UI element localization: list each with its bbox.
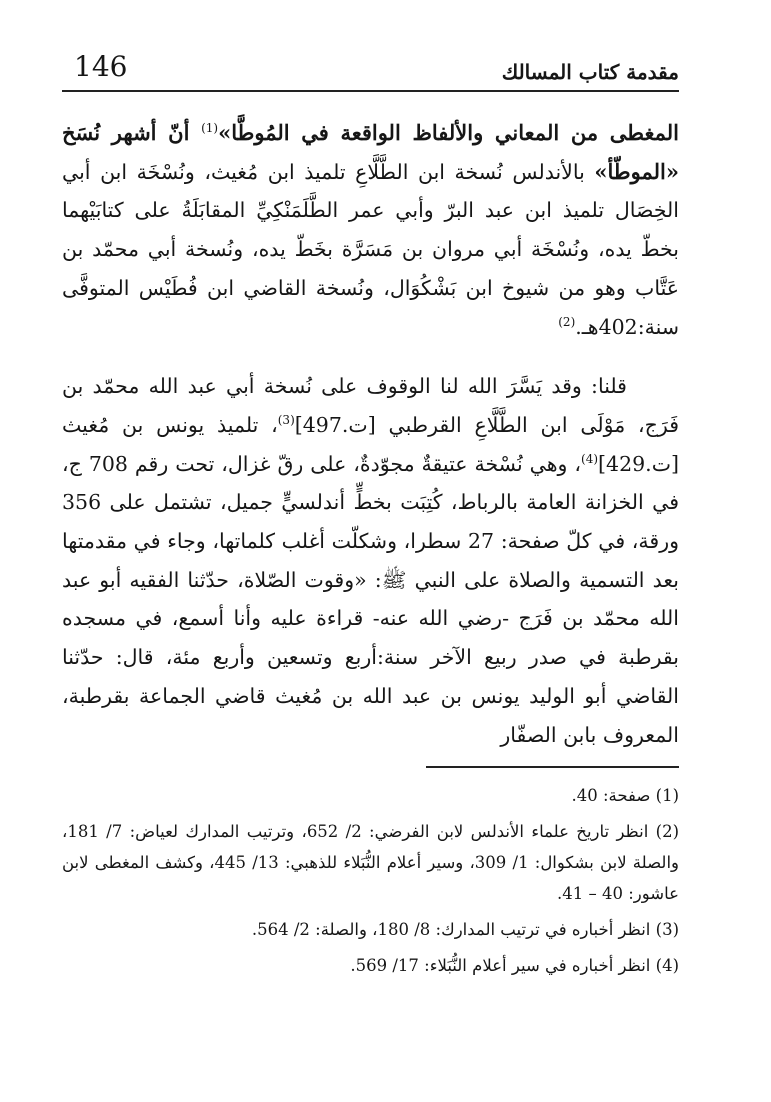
paragraph-2-part-2: ، تلميذ يونس بن مُغيث [ت.429]	[62, 412, 679, 476]
paragraph-1-text: بالأندلس نُسخة ابن الطَّلَّاعِ تلميذ ابن مُغيث، ونُسْخَة ابن أبي الخِصَال تلميذ ابن عبد البرّ وأبي عمر الطَّلَمَنْكِيِّ المقابَلَةُ على كتابَيْهما بخطّ يده، ونُسْخَة أبي مروان بن مَسَرَّة بخَطّ يده، ونُسخة أبي محمّد بن عَتَّاب وهو من شيوخ ابن بَشْكُوَال، ونُسخة القاضي ابن فُطَيْس المتوفَّى سنة:402هـ.	[62, 159, 679, 339]
paragraph-2-part-1: قلنا: وقد يَسَّرَ الله لنا الوقوف على نُسخة أبي عبد الله محمّد بن فَرَج، مَوْلَى ابن الطَّلَّاعِ القرطبي [ت.497]	[62, 374, 679, 437]
main-text	[62, 114, 679, 775]
paragraph-1	[62, 114, 679, 346]
paragraph-2-part-3: ، وهي نُسْخة عتيقةٌ مجوّدةٌ، على رقّ غزال، تحت رقم 708 ج، في الخزانة العامة بالرباط، كُتِبَت بخطٍّ أندلسيٍّ جميل، تشتمل على 356 ورقة، في كلّ صفحة: 27 سطرا، وشكلّت أغلب كلماتها، وجاء في مقدمتها بعد التسمية والصلاة على النبي ﷺ: «وقوت الصّلاة، حدّثنا الفقيه أبو عبد الله محمّد بن فَرَج -رضي الله عنه- قراءة عليه وأنا أسمع، في مسجده بقرطبة في صدر ربيع الآخر سنة:أربع وتسعين وأربع مئة، قال: حدّثنا القاضي أبو الوليد يونس بن عبد الله بن مُغيث قاضي الجماعة بقرطبة، المعروف بابن الصفّار	[62, 451, 679, 747]
footnote-ref-4: (4)	[581, 451, 599, 466]
page-header	[62, 48, 679, 92]
footnote-2	[62, 816, 679, 909]
footnote-number: (3)	[655, 920, 679, 939]
footnote-text: صفحة: 40.	[571, 786, 651, 805]
footnotes	[62, 780, 679, 986]
footnote-4	[62, 950, 679, 981]
footnote-text: انظر أخباره في ترتيب المدارك: 8/ 180، والصلة: 2/ 564.	[251, 920, 651, 939]
book-page	[62, 40, 679, 1060]
paragraph-2	[62, 367, 679, 754]
footnote-number: (4)	[655, 956, 679, 975]
running-title: مقدمة كتاب المسالك	[501, 60, 679, 84]
footnote-3	[62, 914, 679, 945]
footnote-ref-2: (2)	[558, 314, 576, 329]
footnote-text: انظر أخباره في سير أعلام النُّبَلاء: 17/ 569.	[350, 956, 651, 975]
page-number: 146	[74, 50, 128, 83]
footnote-text: انظر تاريخ علماء الأندلس لابن الفرضي: 2/ 652، وترتيب المدارك لعياض: 7/ 181، والصلة لابن بشكوال: 1/ 309، وسير أعلام النُّبَلاء للذهبي: 13/ 445، وكشف المغطى لابن عاشور: 40 – 41.	[62, 822, 679, 903]
footnote-1	[62, 780, 679, 811]
footnote-ref-3: (3)	[277, 413, 295, 428]
footnote-divider	[426, 766, 679, 768]
bold-middle: أنّ أشهر نُسَخ «الموطّأ»	[62, 120, 679, 184]
footnote-number: (2)	[655, 822, 679, 841]
footnote-number: (1)	[655, 786, 679, 805]
bold-lead: المغطى من المعاني والألفاظ الواقعة في المُوطَّا»	[218, 120, 679, 145]
footnote-ref-1: (1)	[201, 121, 219, 136]
